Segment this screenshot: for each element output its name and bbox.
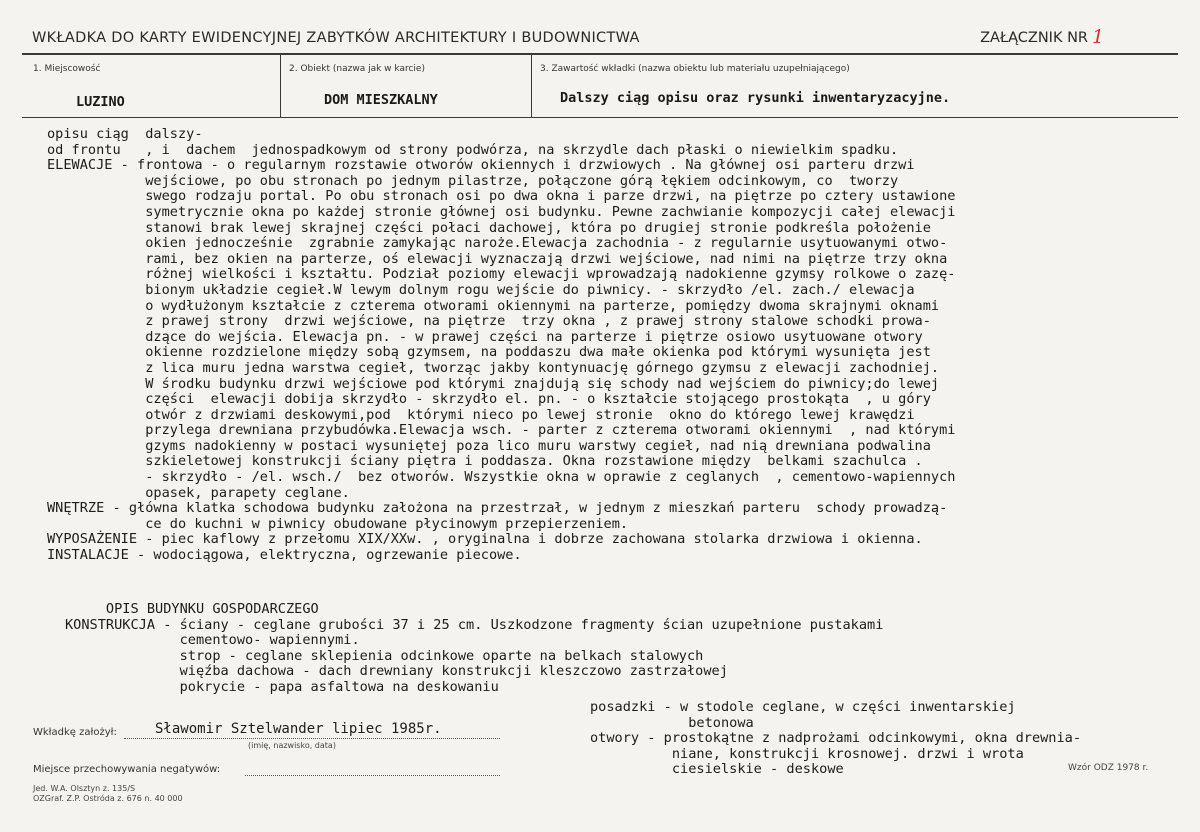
- negatives-label: Miejsce przechowywania negatywów:: [33, 764, 221, 775]
- annex-label: ZAŁĄCZNIK NR: [980, 30, 1088, 46]
- openings-line: otwory - prostokątne z nadprożami odcinkowymi, okna drewnia-: [590, 730, 1082, 747]
- description-line: ce do kuchni w piwnicy obudowane płycinowym przepierzeniem.: [47, 515, 629, 532]
- description-line: rami, bez okien na parterze, oś elewacji wyznaczają drzwi wejściowe, nad nimi na piętrze trzy okna: [47, 250, 948, 267]
- openings-line: niane, konstrukcji krosnowej. drzwi i wrota: [590, 745, 1024, 762]
- farm-line: więźba dachowa - dach drewniany konstrukcji kleszczowo zastrzałowej: [65, 663, 728, 680]
- description-line: części elewacji dobija skrzydło - skrzydło el. pn. - o kształcie stojącego prostokąta , u góry: [47, 391, 931, 408]
- description-line: otwór z drzwiami deskowymi,pod którymi nieco po lewej stronie okno do którego lewej krawędzi: [47, 406, 915, 423]
- openings-line: posadzki - w stodole ceglane, w części inwentarskiej: [590, 699, 1016, 715]
- object-value: DOM MIESZKALNY: [324, 92, 438, 108]
- description-line: szkieletowej konstrukcji ściany piętra i poddasza. Okna rozstawione między belkami szachulca .: [47, 453, 923, 470]
- founded-label: Wkładkę założył:: [33, 727, 117, 738]
- fields-bottom-rule: [22, 117, 1178, 118]
- farm-line: KONSTRUKCJA - ściany - ceglane grubości 37 i 25 cm. Uszkodzone fragmenty ścian uzupełnione pustakami: [65, 616, 884, 633]
- description-line: z prawej strony drzwi wejściowe, na piętrze trzy okna , z prawej strony stalowe schodki prowa-: [47, 313, 931, 330]
- contents-value: Dalszy ciąg opisu oraz rysunki inwentaryzacyjne.: [560, 90, 951, 106]
- field-divider-1: [280, 53, 281, 117]
- print-line-1: Jed. W.A. Olsztyn z. 135/S: [33, 784, 136, 793]
- description-line: wejściowe, po obu stronach po jednym pilastrze, połączone górą łękiem odcinkowym, co tworzy: [47, 172, 899, 189]
- farm-line: OPIS BUDYNKU GOSPODARCZEGO: [65, 601, 319, 617]
- floors-openings-section: [590, 700, 1081, 778]
- description-line: różnej wielkości i kształtu. Podział poziomy elewacji wprowadzają nadokienne gzymsy rolkowe o zazę-: [47, 266, 956, 283]
- description-line: dzące do wejścia. Elewacja pn. - w prawej części na parterze i piętrze osiowo usytuowane otwory: [47, 328, 923, 345]
- description-line: opasek, parapety ceglane.: [47, 484, 350, 501]
- contents-label: 3. Zawartość wkładki (nazwa obiektu lub materiału uzupełniającego): [540, 64, 850, 74]
- description-line: bionym układzie cegieł.W lewym dolnym rogu wejście do piwnicy. - skrzydło /el. zach./ elewacja: [47, 281, 915, 298]
- annex-number: 1: [1092, 26, 1105, 48]
- description-line: okien jednocześnie zgrabnie zamykając naroże.Elewacja zachodnia - z regularnie usytuowanymi otwo-: [47, 235, 948, 252]
- description-body: [47, 127, 955, 564]
- farm-line: strop - ceglane sklepienia odcinkowe oparte na belkach stalowych: [65, 647, 704, 664]
- description-line: o wydłużonym kształcie z czterema otworami okiennymi na parterze, pomiędzy dwoma skrajnymi oknami: [47, 297, 940, 314]
- description-line: od frontu , i dachem jednospadkowym od strony podwórza, na skrzydle dach płaski o niewielkim spadku.: [47, 141, 899, 158]
- founded-dotline: [124, 738, 500, 739]
- template-label: Wzór ODZ 1978 r.: [1068, 763, 1149, 773]
- locality-label: 1. Miejscowość: [33, 64, 101, 74]
- description-line: WYPOSAŻENIE - piec kaflowy z przełomu XIX/XXw. , oryginalna i dobrze zachowana stolarka drzwiowa i okienna.: [47, 531, 923, 548]
- openings-line: ciesielskie - deskowe: [590, 761, 844, 778]
- locality-value: LUZINO: [76, 94, 125, 110]
- description-line: stanowi brak lewej skrajnej części połaci dachowej, która po drugiej stronie podkreśla położenie: [47, 219, 931, 236]
- field-divider-2: [531, 53, 532, 117]
- openings-line: betonowa: [590, 714, 754, 731]
- form-title: WKŁADKA DO KARTY EWIDENCYJNEJ ZABYTKÓW ARCHITEKTURY I BUDOWNICTWA: [32, 30, 640, 46]
- object-label: 2. Obiekt (nazwa jak w karcie): [289, 64, 425, 74]
- description-line: z lica muru jedna warstwa cegieł, tworząc jakby kontynuację górnego gzymsu z elewacji zachodniej.: [47, 359, 940, 376]
- description-line: ELEWACJE - frontowa - o regularnym rozstawie otworów okiennych i drzwiowych . Na głównej osi parteru drzwi: [47, 157, 915, 174]
- print-line-2: OZGraf. Z.P. Ostróda z. 676 n. 40 000: [33, 794, 183, 803]
- description-line: opisu ciąg dalszy-: [47, 126, 203, 142]
- description-line: gzyms nadokienny w postaci wysuniętej poza lico muru warstwy cegieł, nad nią drewniana podwalina: [47, 437, 931, 454]
- description-line: - skrzydło - /el. wsch./ bez otworów. Wszystkie okna w oprawie z ceglanych , cementowo-wapiennych: [47, 469, 956, 486]
- description-line: symetrycznie okna po każdej stronie głównej osi budynku. Pewne zachwianie kompozycji całej elewacji: [47, 203, 956, 220]
- description-line: swego rodzaju portal. Po obu stronach osi po dwa okna i parze drzwi, na piętrze po cztery ustawione: [47, 188, 956, 205]
- farm-line: cementowo- wapiennymi.: [65, 632, 360, 649]
- description-line: INSTALACJE - wodociągowa, elektryczna, ogrzewanie piecowe.: [47, 547, 522, 564]
- description-line: przylega drewniana przybudówka.Elewacja wsch. - parter z czterema otworami okiennymi , nad którymi: [47, 422, 956, 439]
- farm-building-section: [65, 602, 883, 696]
- founded-caption: (imię, nazwisko, data): [248, 741, 336, 750]
- description-line: okienne rozdzielone między sobą gzymsem, na poddaszu dwa małe okienka pod którymi wysunięta jest: [47, 344, 931, 361]
- header-rule: [22, 53, 1178, 55]
- founded-value: Sławomir Sztelwander lipiec 1985r.: [155, 721, 442, 737]
- description-line: W środku budynku drzwi wejściowe pod którymi znajdują się schody nad wejściem do piwnicy;do lewej: [47, 375, 940, 392]
- farm-line: pokrycie - papa asfaltowa na deskowaniu: [65, 678, 499, 695]
- negatives-dotline: [245, 775, 500, 776]
- description-line: WNĘTRZE - główna klatka schodowa budynku założona na przestrzał, w jednym z mieszkań parteru schody prowadzą-: [47, 500, 948, 517]
